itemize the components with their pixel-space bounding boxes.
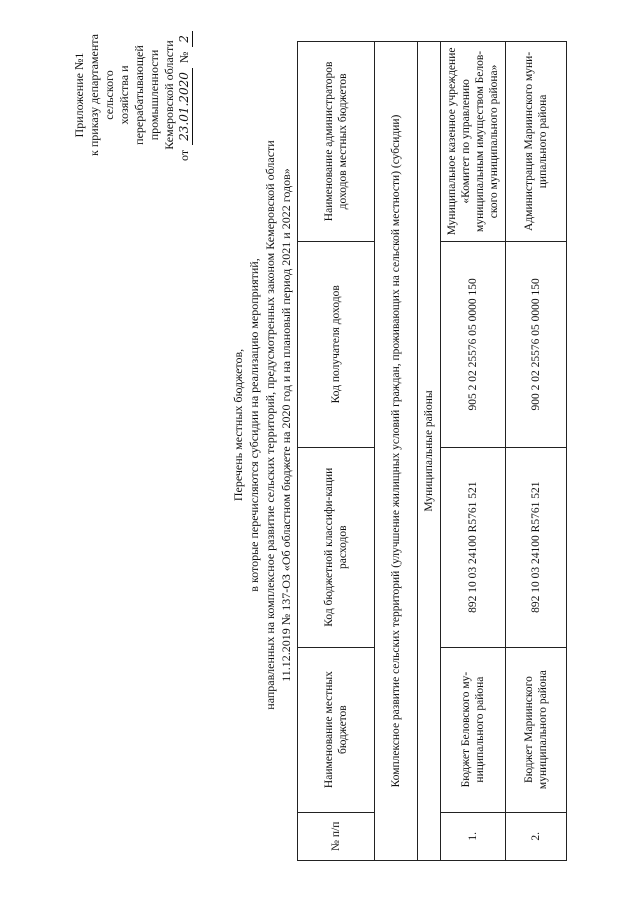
section-title: Комплексное развитие сельских территорий (улучшение жилищных условий граждан, проживающих на сельской местности) (субсидии)	[375, 42, 418, 861]
row-admin: Администрация Мариинского муни-ципального района	[506, 42, 567, 242]
appendix-date-line	[177, 20, 193, 170]
date-prefix: от	[177, 149, 191, 161]
heading-line: направленных на комплексное развитие сельских территорий, предусмотренных законом Кемеровской области	[263, 140, 277, 710]
number-prefix: №	[177, 51, 191, 64]
header-num: № п/п	[298, 812, 375, 860]
row-expense-code: 892 10 03 24100 R5761 521	[506, 447, 567, 647]
row-budget-name: Бюджет Мариинского муниципального района	[506, 647, 567, 812]
row-admin: Муниципальное казенное учреждение «Комитет по управлению муниципальным имуществом Белов-ского муниципального района»	[441, 42, 506, 242]
document-heading	[230, 95, 294, 755]
handwritten-number: 2	[177, 31, 193, 47]
budgets-table	[297, 41, 567, 861]
row-income-code: 905 2 02 25576 05 0000 150	[441, 241, 506, 447]
appendix-title: Приложение №1	[72, 52, 86, 138]
heading-line: в которые перечисляются субсидии на реализацию мероприятий,	[247, 258, 261, 592]
appendix-line: промышленности Кемеровской области	[147, 40, 176, 150]
row-num: 2.	[506, 812, 567, 860]
row-expense-code: 892 10 03 24100 R5761 521	[441, 447, 506, 647]
handwritten-date: 23.01.2020	[177, 68, 193, 145]
table-row	[506, 42, 567, 861]
section-row	[375, 42, 418, 861]
header-budget-name: Наименование местных бюджетов	[298, 647, 375, 812]
table-row	[441, 42, 506, 861]
appendix-line: хозяйства и перерабатывающей	[117, 45, 146, 145]
header-admin: Наименование администраторов доходов местных бюджетов	[298, 42, 375, 242]
row-income-code: 900 2 02 25576 05 0000 150	[506, 241, 567, 447]
heading-line: 11.12.2019 № 137-ОЗ «Об областном бюджете на 2020 год и на плановый период 2021 и 2022 годов»	[279, 168, 293, 682]
subsection-row	[418, 42, 441, 861]
table-header-row	[298, 42, 375, 861]
row-num: 1.	[441, 812, 506, 860]
subsection-title: Муниципальные районы	[418, 42, 441, 861]
row-budget-name: Бюджет Беловского му-ниципального района	[441, 647, 506, 812]
appendix-block	[72, 20, 193, 170]
appendix-line: к приказу департамента сельского	[87, 34, 116, 156]
header-expense-code: Код бюджетной классифи-кации расходов	[298, 447, 375, 647]
heading-line: Перечень местных бюджетов,	[231, 348, 245, 502]
header-income-code: Код получателя доходов	[298, 241, 375, 447]
